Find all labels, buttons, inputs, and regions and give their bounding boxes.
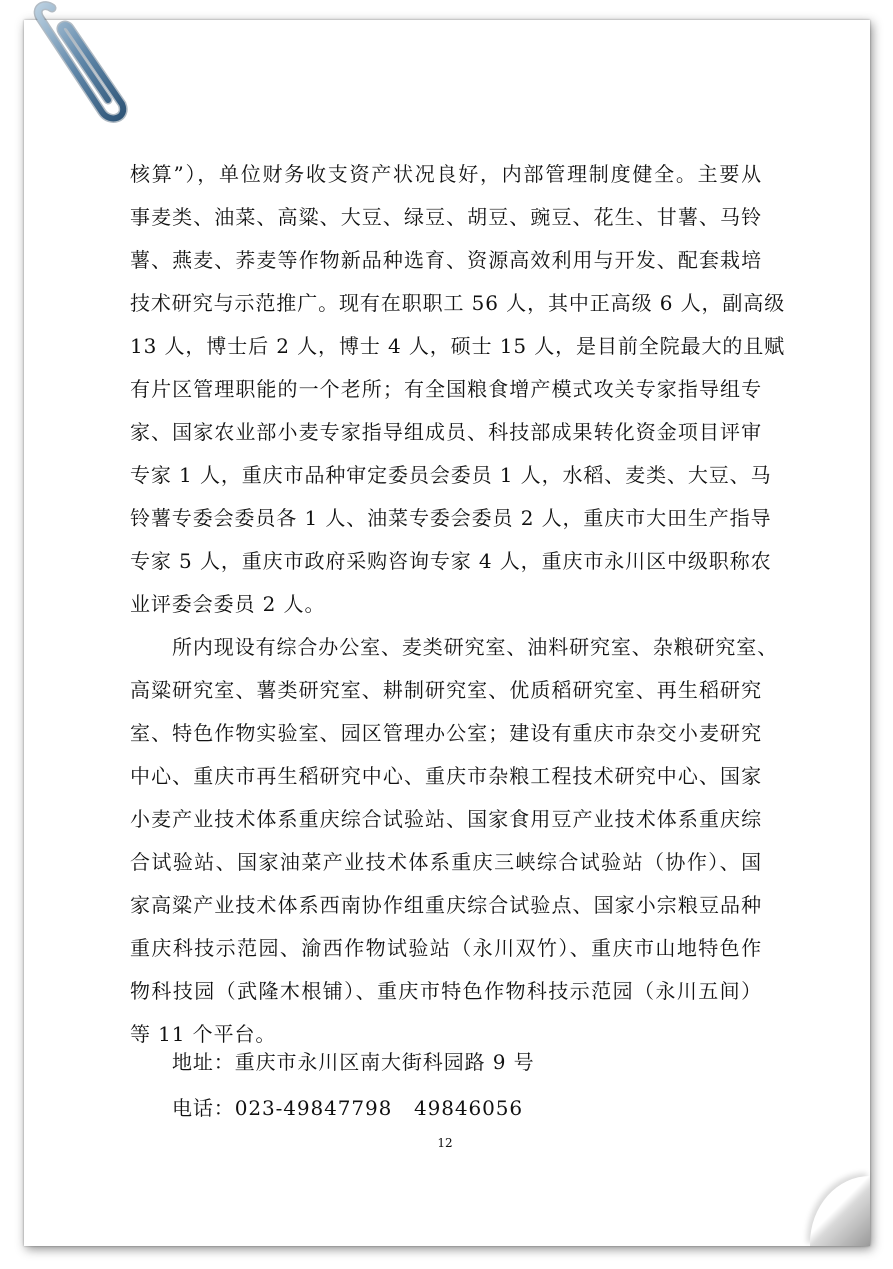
- text-line: 重庆科技示范园、渝西作物试验站（永川双竹）、重庆市山地特色作: [130, 936, 762, 960]
- text-line: 室、特色作物实验室、园区管理办公室；建设有重庆市杂交小麦研究: [130, 721, 762, 745]
- text-line: 技术研究与示范推广。现有在职职工 56 人，其中正高级 6 人，副高级: [130, 291, 786, 315]
- body-text: [130, 153, 786, 1056]
- text-line: 铃薯专委会委员各 1 人、油菜专委会委员 2 人，重庆市大田生产指导: [130, 506, 772, 530]
- text-line: 家、国家农业部小麦专家指导组成员、科技部成果转化资金项目评审: [130, 420, 762, 444]
- text-line: 专家 5 人，重庆市政府采购咨询专家 4 人，重庆市永川区中级职称农: [130, 549, 772, 573]
- text-line: 事麦类、油菜、高粱、大豆、绿豆、胡豆、豌豆、花生、甘薯、马铃: [130, 205, 762, 229]
- paperclip-icon: [30, 0, 140, 130]
- page-number: 12: [437, 1136, 453, 1150]
- text-line: 所内现设有综合办公室、麦类研究室、油料研究室、杂粮研究室、: [172, 635, 779, 659]
- text-line: 13 人，博士后 2 人，博士 4 人，硕士 15 人，是目前全院最大的且赋: [130, 334, 786, 358]
- text-line: 有片区管理职能的一个老所；有全国粮食增产模式攻关专家指导组专: [130, 377, 762, 401]
- text-line: 中心、重庆市再生稻研究中心、重庆市杂粮工程技术研究中心、国家: [130, 764, 762, 788]
- address-line: 地址：重庆市永川区南大街科园路 9 号: [172, 1050, 535, 1074]
- text-line: 业评委会委员 2 人。: [130, 592, 326, 616]
- text-line: 物科技园（武隆木根铺）、重庆市特色作物科技示范园（永川五间）: [130, 979, 762, 1003]
- text-line: 核算”），单位财务收支资产状况良好，内部管理制度健全。主要从: [130, 162, 762, 186]
- text-line: 小麦产业技术体系重庆综合试验站、国家食用豆产业技术体系重庆综: [130, 807, 762, 831]
- text-line: 家高粱产业技术体系西南协作组重庆综合试验点、国家小宗粮豆品种: [130, 893, 762, 917]
- text-line: 等 11 个平台。: [130, 1022, 277, 1046]
- text-line: 合试验站、国家油菜产业技术体系重庆三峡综合试验站（协作）、国: [130, 850, 762, 874]
- phone-line: 电话：023-49847798 49846056: [172, 1096, 523, 1120]
- text-line: 高粱研究室、薯类研究室、耕制研究室、优质稻研究室、再生稻研究: [130, 678, 762, 702]
- text-line: 专家 1 人，重庆市品种审定委员会委员 1 人，水稻、麦类、大豆、马: [130, 463, 772, 487]
- page-curl: [810, 1176, 870, 1246]
- text-line: 薯、燕麦、荞麦等作物新品种选育、资源高效利用与开发、配套栽培: [130, 248, 762, 272]
